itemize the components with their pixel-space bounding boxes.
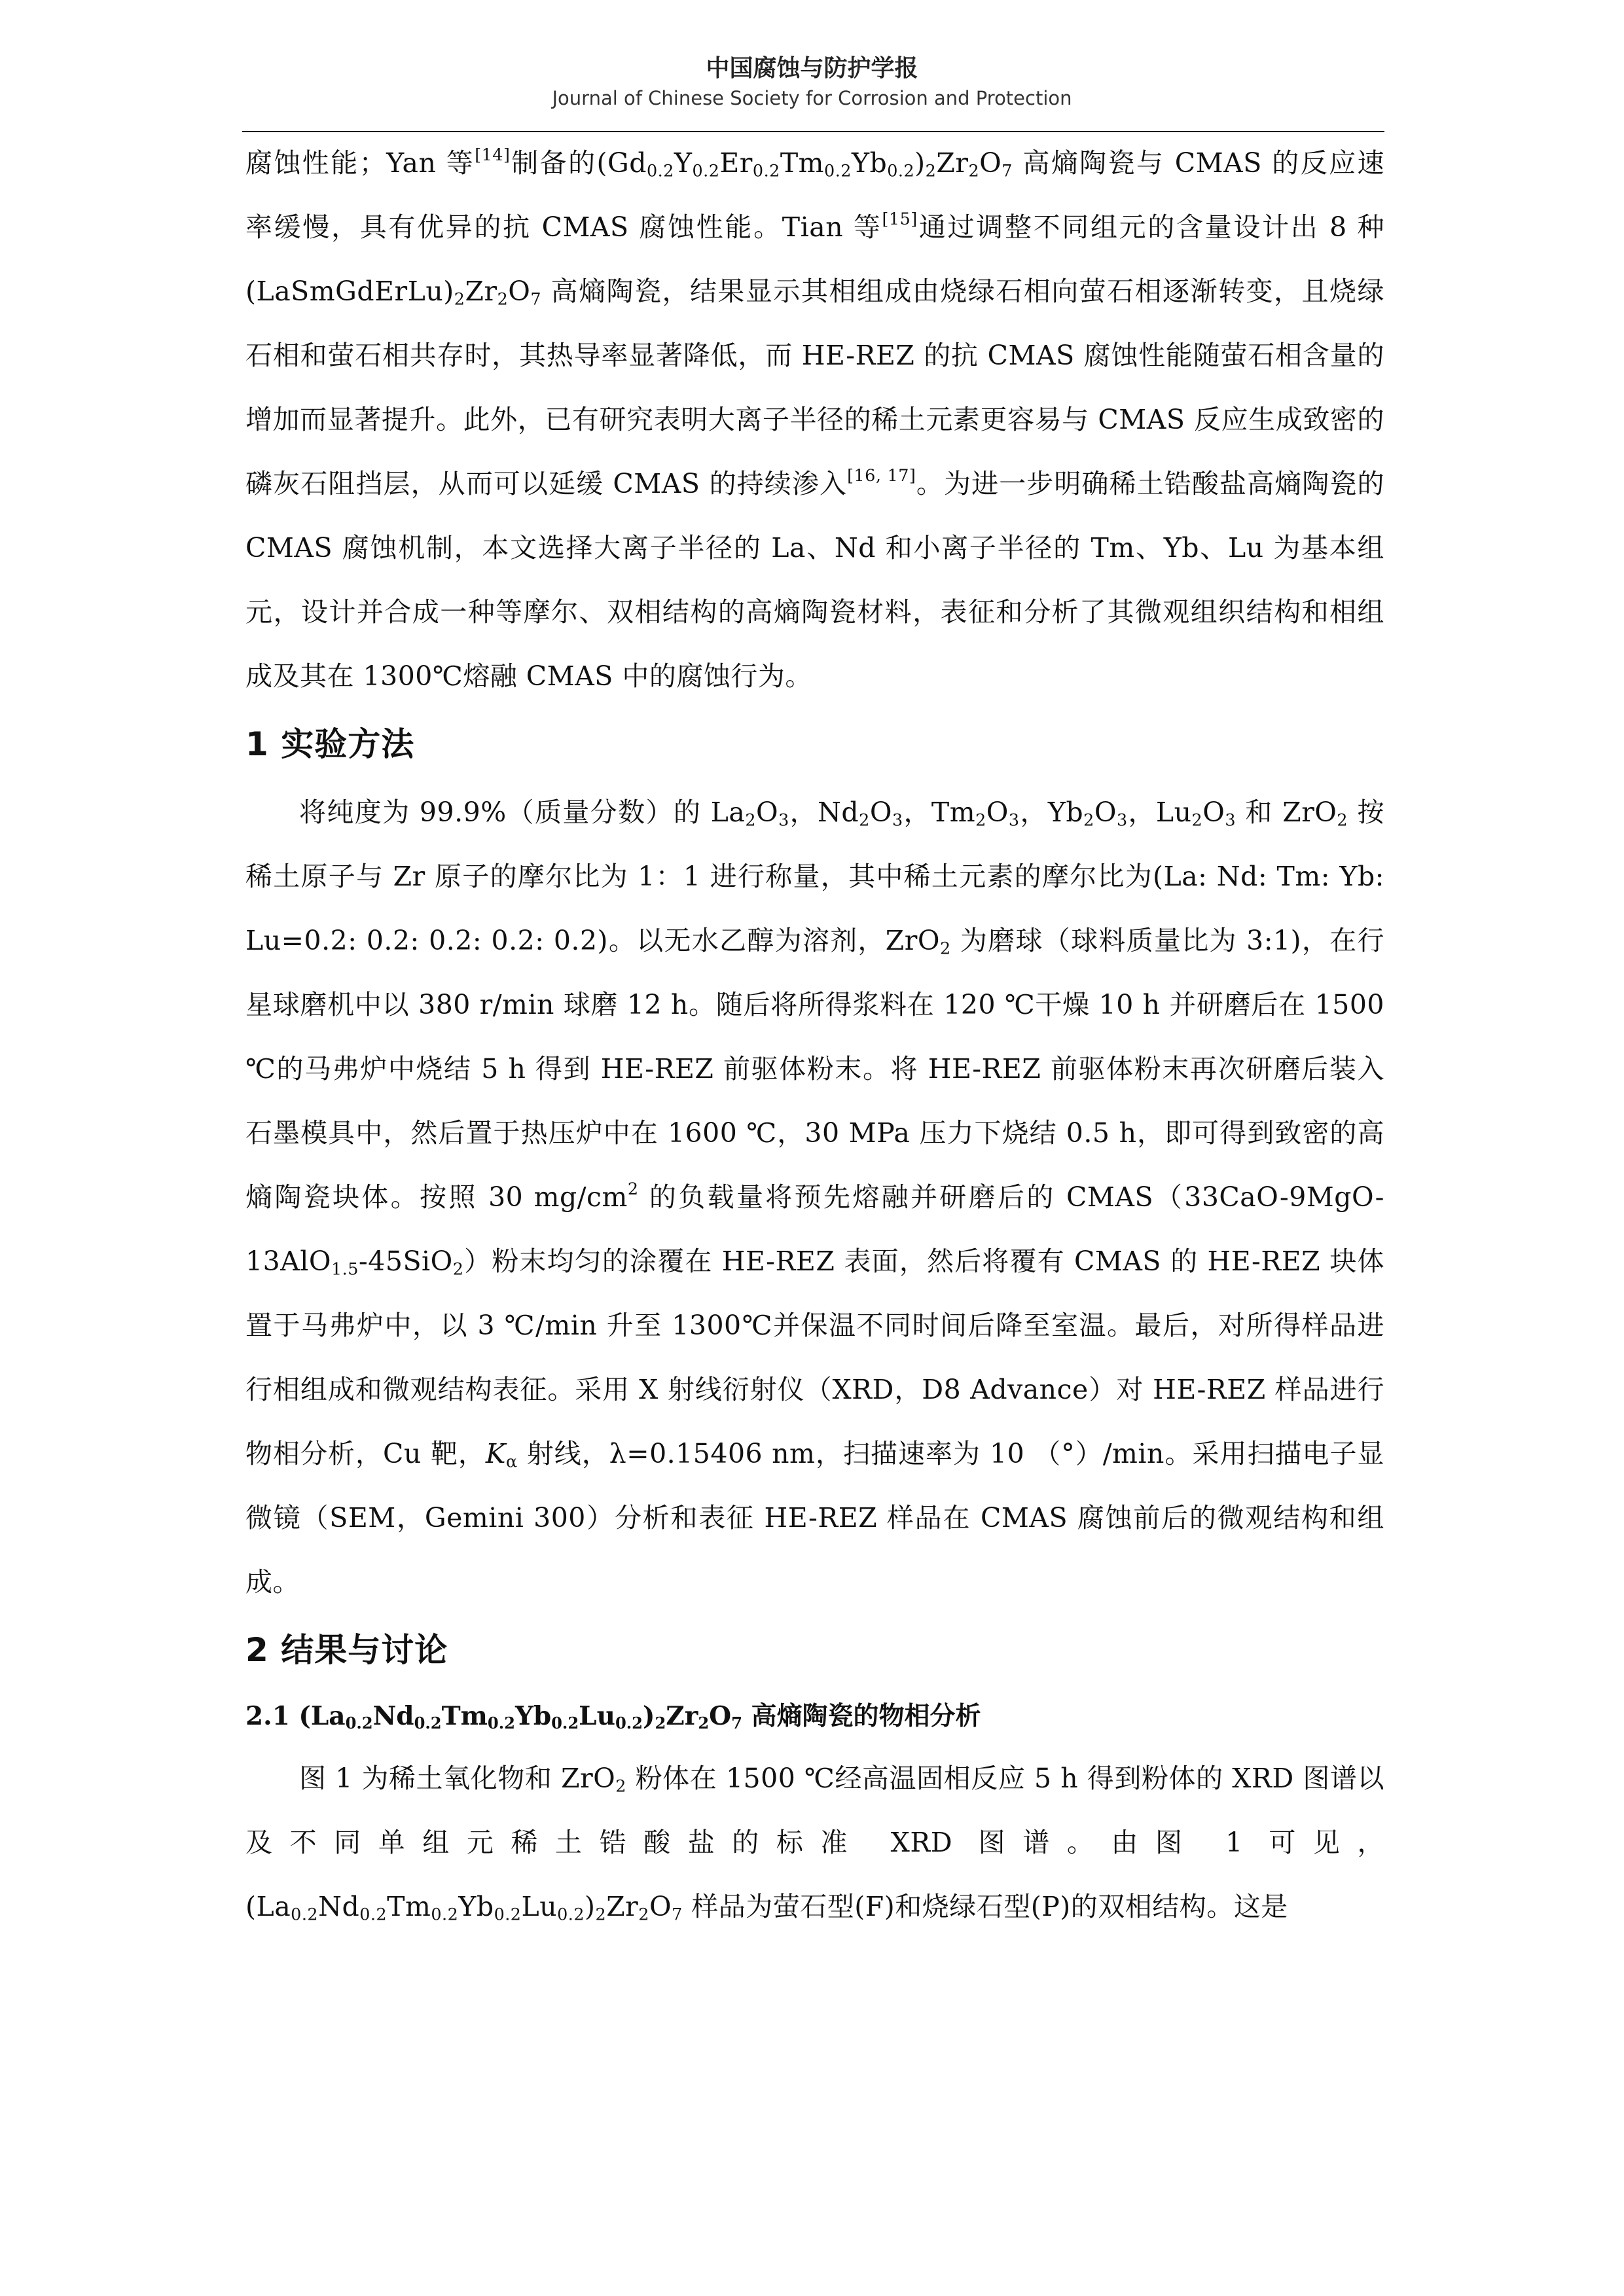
journal-header [0, 54, 1624, 111]
citation-14[interactable]: [14] [475, 145, 511, 165]
citation-16-17[interactable]: [16, 17] [847, 465, 916, 486]
journal-title-en: Journal of Chinese Society for Corrosion and Protection [552, 87, 1072, 109]
journal-title-cn: 中国腐蚀与防护学报 [706, 55, 918, 82]
subsection-heading-2-1: 2.1 $(La_{0.2}Nd_{0.2}Tm_{0.2}Yb_{0.2}Lu_{0.2})_2Zr_2O_7$ 高熵陶瓷的物相分析 [245, 1701, 981, 1733]
article-body [245, 131, 1384, 1939]
paragraph-intro-continued: 腐蚀性能；Yan 等[14]制备的$(Gd_{0.2}Y_{0.2}Er_{0.2}Tm_{0.2}Yb_{0.2})_2Zr_2O_7$ 高熵陶瓷与 CMAS 的反应速率缓慢，具有优异的抗 CMAS 腐蚀性能。Tian 等[15]通过调整不同组元的含量设计出 8 种$(LaSmGdErLu)_2Zr_2O_7$ 高熵陶瓷，结果显示其相组成由烧绿石相向萤石相逐渐转变，且烧绿石相和萤石相共存时，其热导率显著降低，而 HE-REZ 的抗 CMAS 腐蚀性能随萤石相含量的增加而显著提升。此外，已有研究表明大离子半径的稀土元素更容易与 CMAS 反应生成致密的磷灰石阻挡层，从而可以延缓 CMAS 的持续渗入[16, 17]。为进一步明确稀土锆酸盐高熵陶瓷的 CMAS 腐蚀机制，本文选择大离子半径的 La、Nd 和小离子半径的 Tm、Yb、Lu 为基本组元，设计并合成一种等摩尔、双相结构的高熵陶瓷材料，表征和分析了其微观组织结构和相组成及其在 1300℃熔融 CMAS 中的腐蚀行为。 [245, 145, 1385, 692]
paragraph-results: 图 1 为稀土氧化物和 ZrO$_2$ 粉体在 1500 ℃经高温固相反应 5 h 得到粉体的 XRD 图谱以及不同单组元稀土锆酸盐的标准 XRD 图谱。由图 1 可见，$(La_{0.2}Nd_{0.2}Tm_{0.2}Yb_{0.2}Lu_{0.2})_2Zr_2O_7$ 样品为萤石型(F)和烧绿石型(P)的双相结构。这是 [245, 1763, 1384, 1924]
section-heading-1: 1 实验方法 [245, 725, 415, 763]
section-heading-2: 2 结果与讨论 [245, 1631, 448, 1669]
citation-15[interactable]: [15] [882, 209, 918, 229]
paragraph-methods: 将纯度为 99.9%（质量分数）的 $La_2O_3$，$Nd_2O_3$，$Tm_2O_3$，$Yb_2O_3$，$Lu_2O_3$ 和 ZrO$_2$ 按稀土原子与 Zr 原子的摩尔比为 1：1 进行称量，其中稀土元素的摩尔比为(La: Nd: Tm: Yb: Lu=0.2: 0.2: 0.2: 0.2: 0.2)。以无水乙醇为溶剂，ZrO$_2$ 为磨球（球料质量比为 3:1)，在行星球磨机中以 380 r/min 球磨 12 h。随后将所得浆料在 120 ℃干燥 10 h 并研磨后在 1500 ℃的马弗炉中烧结 5 h 得到 HE-REZ 前驱体粉末。将 HE-REZ 前驱体粉末再次研磨后装入石墨模具中，然后置于热压炉中在 1600 ℃，30 MPa 压力下烧结 0.5 h，即可得到致密的高熵陶瓷块体。按照 30 $mg/cm^2$ 的负载量将预先熔融并研磨后的 CMAS（33CaO-9MgO-13AlO$_{1.5}$-45SiO$_2$）粉末均匀的涂覆在 HE-REZ 表面，然后将覆有 CMAS 的 HE-REZ 块体置于马弗炉中，以 3 ℃/min 升至 1300℃并保温不同时间后降至室温。最后，对所得样品进行相组成和微观结构表征。采用 X 射线衍射仪（XRD，D8 Advance）对 HE-REZ 样品进行物相分析，Cu 靶，$K_\alpha$ 射线，λ=0.15406 nm，扫描速率为 10 （°）/min。采用扫描电子显微镜（SEM，Gemini 300）分析和表征 HE-REZ 样品在 CMAS 腐蚀前后的微观结构和组成。 [245, 797, 1385, 1598]
